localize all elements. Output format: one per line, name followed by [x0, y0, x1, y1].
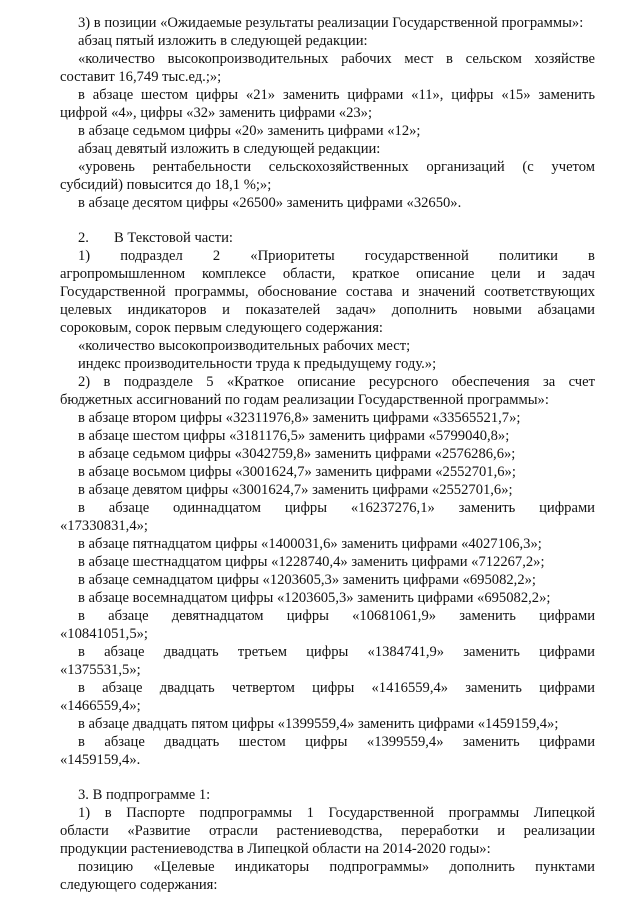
text-line: в абзаце двадцать четвертом цифры «1416559,4» заменить цифрами: [78, 680, 595, 696]
text-line: в абзаце десятом цифры «26500» заменить цифрами «32650».: [78, 195, 462, 211]
word: в: [588, 248, 595, 264]
text-line: «1466559,4»;: [60, 698, 141, 714]
word: 1): [78, 248, 91, 264]
text-line: абзац девятый изложить в следующей редакции:: [78, 141, 381, 157]
text-line: индекс производительности труда к предыдущему году.»;: [78, 356, 437, 372]
text-line: следующего содержания:: [60, 877, 218, 893]
section-heading: 3. В подпрограмме 1:: [78, 787, 211, 803]
text-line: в абзаце седьмом цифры «3042759,8» заменить цифрами «2576286,6»;: [78, 446, 516, 462]
text-line: в абзаце одиннадцатом цифры «16237276,1» заменить цифрами: [78, 500, 595, 516]
text-line: в абзаце шестом цифры «3181176,5» заменить цифрами «5799040,8»;: [78, 428, 510, 444]
text-line: в абзаце пятнадцатом цифры «1400031,6» заменить цифрами «4027106,3»;: [78, 536, 542, 552]
text-line: Государственной программы, обоснование состава и значений соответствующих: [60, 284, 595, 300]
text-line: в абзаце девятнадцатом цифры «10681061,9» заменить цифрами: [78, 608, 595, 624]
word: «Приоритеты: [250, 248, 335, 264]
text-line: в абзаце шестом цифры «21» заменить цифрами «11», цифры «15» заменить: [78, 87, 595, 103]
text-line: в абзаце восемнадцатом цифры «1203605,3» заменить цифрами «695082,2»;: [78, 590, 551, 606]
text-line: бюджетных ассигнований по годам реализации Государственной программы»:: [60, 392, 549, 408]
text-line: 3) в позиции «Ожидаемые результаты реализации Государственной программы»:: [78, 15, 584, 31]
text-line: «1459159,4».: [60, 752, 141, 768]
text-line: 1) в Паспорте подпрограммы 1 Государственной программы Липецкой: [78, 805, 595, 821]
text-line: в абзаце семнадцатом цифры «1203605,3» заменить цифрами «695082,2»;: [78, 572, 536, 588]
text-line: «количество высокопроизводительных рабочих мест;: [78, 338, 411, 354]
text-line: абзац пятый изложить в следующей редакции:: [78, 33, 368, 49]
text-line: «1375531,5»;: [60, 662, 141, 678]
text-line: в абзаце шестнадцатом цифры «1228740,4» заменить цифрами «712267,2»;: [78, 554, 545, 570]
word: политики: [498, 248, 558, 264]
text-line: [78, 247, 595, 265]
text-line: в абзаце двадцать третьем цифры «1384741,9» заменить цифрами: [78, 644, 595, 660]
text-line: 2) в подразделе 5 «Краткое описание ресурсного обеспечения за счет: [78, 374, 595, 390]
section-number: 2.: [78, 230, 89, 246]
text-line: продукции растениеводства в Липецкой области на 2014-2020 годы»:: [60, 841, 491, 857]
section-heading: В Текстовой части:: [114, 230, 233, 246]
text-line: в абзаце девятом цифры «3001624,7» заменить цифрами «2552701,6»;: [78, 482, 513, 498]
text-line: цифрой «4», цифры «32» заменить цифрами «23»;: [60, 105, 373, 121]
text-line: «10841051,5»;: [60, 626, 148, 642]
text-line: сороковым, сорок первым следующего содержания:: [60, 320, 383, 336]
text-line: целевых индикаторов и показателей задач» дополнить новыми абзацами: [60, 302, 595, 318]
text-line: области «Развитие отрасли растениеводства, переработки и реализации: [60, 823, 595, 839]
text-line: в абзаце втором цифры «32311976,8» заменить цифрами «33565521,7»;: [78, 410, 521, 426]
text-line: в абзаце двадцать шестом цифры «1399559,4» заменить цифрами: [78, 734, 595, 750]
text-line: агропромышленном комплексе области, краткое описание цели и задач: [60, 266, 595, 282]
text-line: «уровень рентабельности сельскохозяйственных организаций (с учетом: [78, 159, 595, 175]
text-line: в абзаце седьмом цифры «20» заменить цифрами «12»;: [78, 123, 421, 139]
text-line: «количество высокопроизводительных рабочих мест в сельском хозяйстве: [78, 51, 595, 67]
text-line: позицию «Целевые индикаторы подпрограммы» дополнить пунктами: [78, 859, 595, 875]
text-line: «17330831,4»;: [60, 518, 148, 534]
word: 2: [212, 248, 221, 264]
text-line: составит 16,749 тыс.ед.;»;: [60, 69, 222, 85]
text-line: субсидий) повысится до 18,1 %;»;: [60, 177, 272, 193]
word: подраздел: [120, 248, 183, 264]
word: государственной: [364, 248, 469, 264]
text-line: в абзаце восьмом цифры «3001624,7» заменить цифрами «2552701,6»;: [78, 464, 516, 480]
text-line: в абзаце двадцать пятом цифры «1399559,4» заменить цифрами «1459159,4»;: [78, 716, 559, 732]
